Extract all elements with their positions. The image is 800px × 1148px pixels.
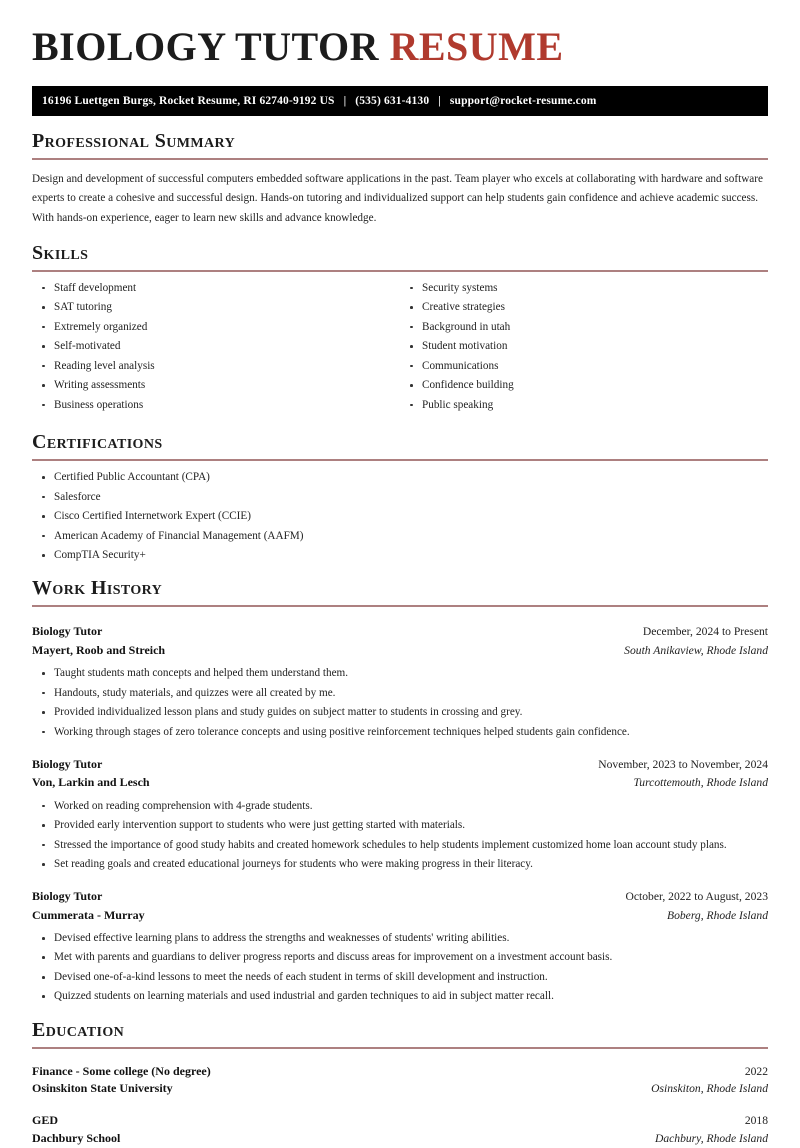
education-location: Osinskiton, Rhode Island <box>651 1082 768 1096</box>
work-history-entry <box>32 622 768 739</box>
section-divider <box>32 459 768 461</box>
list-item: Worked on reading comprehension with 4-grade students. <box>32 799 768 814</box>
entry-org-row <box>32 773 768 791</box>
contact-separator-2: | <box>438 95 441 107</box>
list-item: Extremely organized <box>32 320 400 335</box>
contact-phone[interactable]: (535) 631-4130 <box>355 95 430 107</box>
job-title: Biology Tutor <box>32 889 103 904</box>
education-school: Dachbury School <box>32 1130 121 1145</box>
section-certifications <box>32 432 768 563</box>
work-history-entry <box>32 887 768 1004</box>
list-item: Working through stages of zero tolerance concepts and using positive reinforcement techniques helped students gain confidence. <box>32 725 768 740</box>
list-item: Taught students math concepts and helped them understand them. <box>32 666 768 681</box>
list-item: Business operations <box>32 398 400 413</box>
list-item: Cisco Certified Internetwork Expert (CCIE) <box>32 509 768 524</box>
section-professional-summary <box>32 131 768 228</box>
list-item: Reading level analysis <box>32 359 400 374</box>
page-title <box>32 0 768 67</box>
job-dates: December, 2024 to Present <box>642 625 768 639</box>
list-item: Public speaking <box>400 398 768 413</box>
job-company: Mayert, Roob and Streich <box>32 642 166 657</box>
skills-column-left <box>32 281 400 418</box>
entry-degree-row <box>32 1112 768 1130</box>
entry-org-row <box>32 641 768 659</box>
list-item: Met with parents and guardians to deliver progress reports and discuss areas for improvement on a investment account basis. <box>32 950 768 965</box>
education-school: Osinskiton State University <box>32 1081 173 1096</box>
list-item: SAT tutoring <box>32 300 400 315</box>
education-entry <box>32 1063 768 1099</box>
section-heading-certifications: Certifications <box>32 431 163 454</box>
education-degree: Finance - Some college (No degree) <box>32 1063 211 1078</box>
list-item: Devised one-of-a-kind lessons to meet the needs of each student in terms of skill development and instruction. <box>32 970 768 985</box>
education-location: Dachbury, Rhode Island <box>654 1131 768 1145</box>
list-item: Communications <box>400 359 768 374</box>
list-item: Devised effective learning plans to address the strengths and weaknesses of students' writing abilities. <box>32 931 768 946</box>
work-history-entry <box>32 755 768 872</box>
section-divider <box>32 1047 768 1049</box>
entry-degree-row <box>32 1063 768 1081</box>
contact-bar-content <box>42 95 597 107</box>
education-year: 2022 <box>744 1064 768 1078</box>
job-title: Biology Tutor <box>32 756 103 771</box>
list-item: Background in utah <box>400 320 768 335</box>
job-location: South Anikaview, Rhode Island <box>624 643 768 657</box>
entry-org-row <box>32 906 768 924</box>
section-heading-work-history: Work History <box>32 577 163 600</box>
skills-columns <box>32 281 768 418</box>
education-entries <box>32 1063 768 1148</box>
job-dates: October, 2022 to August, 2023 <box>625 890 768 904</box>
list-item: Self-motivated <box>32 339 400 354</box>
entry-title-row <box>32 622 768 640</box>
section-work-history <box>32 578 768 1004</box>
list-item: Set reading goals and created educational journeys for students who were making progress in their literacy. <box>32 857 768 872</box>
list-item: CompTIA Security+ <box>32 548 768 563</box>
page-title-role: BIOLOGY TUTOR <box>32 24 379 69</box>
list-item: Quizzed students on learning materials and used industrial and garden techniques to aid in subject matter recall. <box>32 989 768 1004</box>
section-skills <box>32 243 768 418</box>
education-degree: GED <box>32 1113 59 1128</box>
entry-title-row <box>32 755 768 773</box>
entry-title-row <box>32 887 768 905</box>
job-bullets <box>32 666 768 740</box>
job-bullets <box>32 931 768 1005</box>
skills-column-right <box>400 281 768 418</box>
section-heading-professional-summary: Professional Summary <box>32 130 236 152</box>
job-company: Von, Larkin and Lesch <box>32 775 150 790</box>
job-bullets <box>32 799 768 873</box>
page-title-accent: RESUME <box>389 24 564 69</box>
list-item: Handouts, study materials, and quizzes were all created by me. <box>32 686 768 701</box>
list-item: Creative strategies <box>400 300 768 315</box>
section-heading-skills: Skills <box>32 241 89 264</box>
education-entry <box>32 1112 768 1148</box>
list-item: Stressed the importance of good study habits and created homework schedules to help students implement customized home loan account study plans. <box>32 838 768 853</box>
job-location: Boberg, Rhode Island <box>667 908 768 922</box>
section-divider <box>32 270 768 272</box>
list-item: Confidence building <box>400 378 768 393</box>
list-item: Provided early intervention support to students who were just getting started with materials. <box>32 818 768 833</box>
list-item: Certified Public Accountant (CPA) <box>32 470 768 485</box>
list-item: Student motivation <box>400 339 768 354</box>
contact-bar <box>32 86 768 116</box>
certifications-list <box>32 470 768 563</box>
section-divider <box>32 605 768 607</box>
section-education <box>32 1020 768 1148</box>
skills-list-right <box>400 281 768 413</box>
section-divider <box>32 158 768 160</box>
contact-separator-1: | <box>343 95 347 107</box>
list-item: Security systems <box>400 281 768 296</box>
section-heading-education: Education <box>32 1018 125 1041</box>
education-year: 2018 <box>744 1114 768 1128</box>
list-item: Provided individualized lesson plans and study guides on subject matter to students in crossing and grey. <box>32 705 768 720</box>
job-location: Turcottemouth, Rhode Island <box>633 776 768 790</box>
job-title: Biology Tutor <box>32 624 103 639</box>
contact-email[interactable]: support@rocket-resume.com <box>449 95 597 107</box>
professional-summary-text: Design and development of successful computers embedded software applications in the past. Team player who excels at collaborating with hardware and software experts to create a cohesive and successful design. Hands-on tutoring and individualized support can help students gain confidence and achieve academic success. With hands-on experience, eager to learn new skills and advance knowledge. <box>32 173 763 224</box>
list-item: Staff development <box>32 281 400 296</box>
list-item: Salesforce <box>32 490 768 505</box>
list-item: American Academy of Financial Management (AAFM) <box>32 529 768 544</box>
entry-school-row <box>32 1080 768 1098</box>
job-company: Cummerata - Murray <box>32 907 145 922</box>
skills-list-left <box>32 281 400 413</box>
contact-address: 16196 Luettgen Burgs, Rocket Resume, RI 62740-9192 US <box>42 95 335 107</box>
job-dates: November, 2023 to November, 2024 <box>598 757 768 771</box>
entry-school-row <box>32 1130 768 1148</box>
list-item: Writing assessments <box>32 378 400 393</box>
work-history-entries <box>32 622 768 1004</box>
